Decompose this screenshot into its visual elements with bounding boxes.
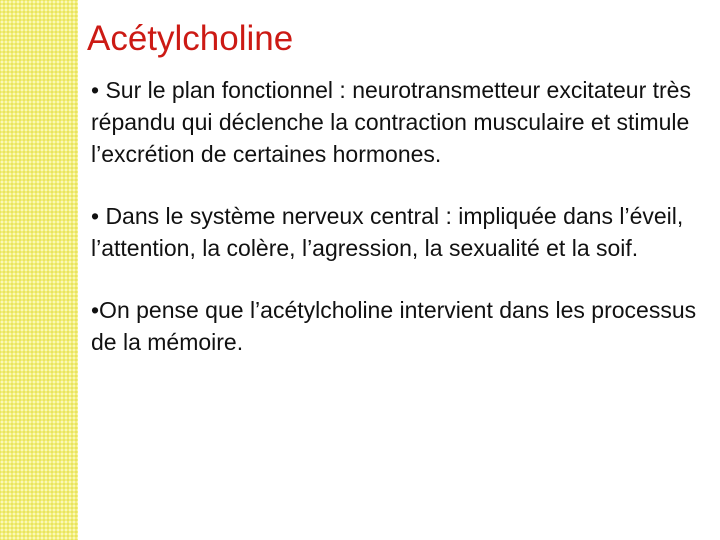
decorative-side-band xyxy=(0,0,78,540)
bullet-item-central-nervous-system: • Dans le système nerveux central : impliquée dans l’éveil, l’attention, la colère, l’agression, la sexualité et la soif. xyxy=(91,203,684,261)
bullet-item-function: • Sur le plan fonctionnel : neurotransmetteur excitateur très répandu qui déclenche la contraction musculaire et stimule l’excrétion de certaines hormones. xyxy=(91,77,691,167)
slide-title: Acétylcholine xyxy=(87,19,294,58)
bullet-list xyxy=(91,74,701,388)
bullet-item-memory: •On pense que l’acétylcholine intervient dans les processus de la mémoire. xyxy=(91,297,697,355)
